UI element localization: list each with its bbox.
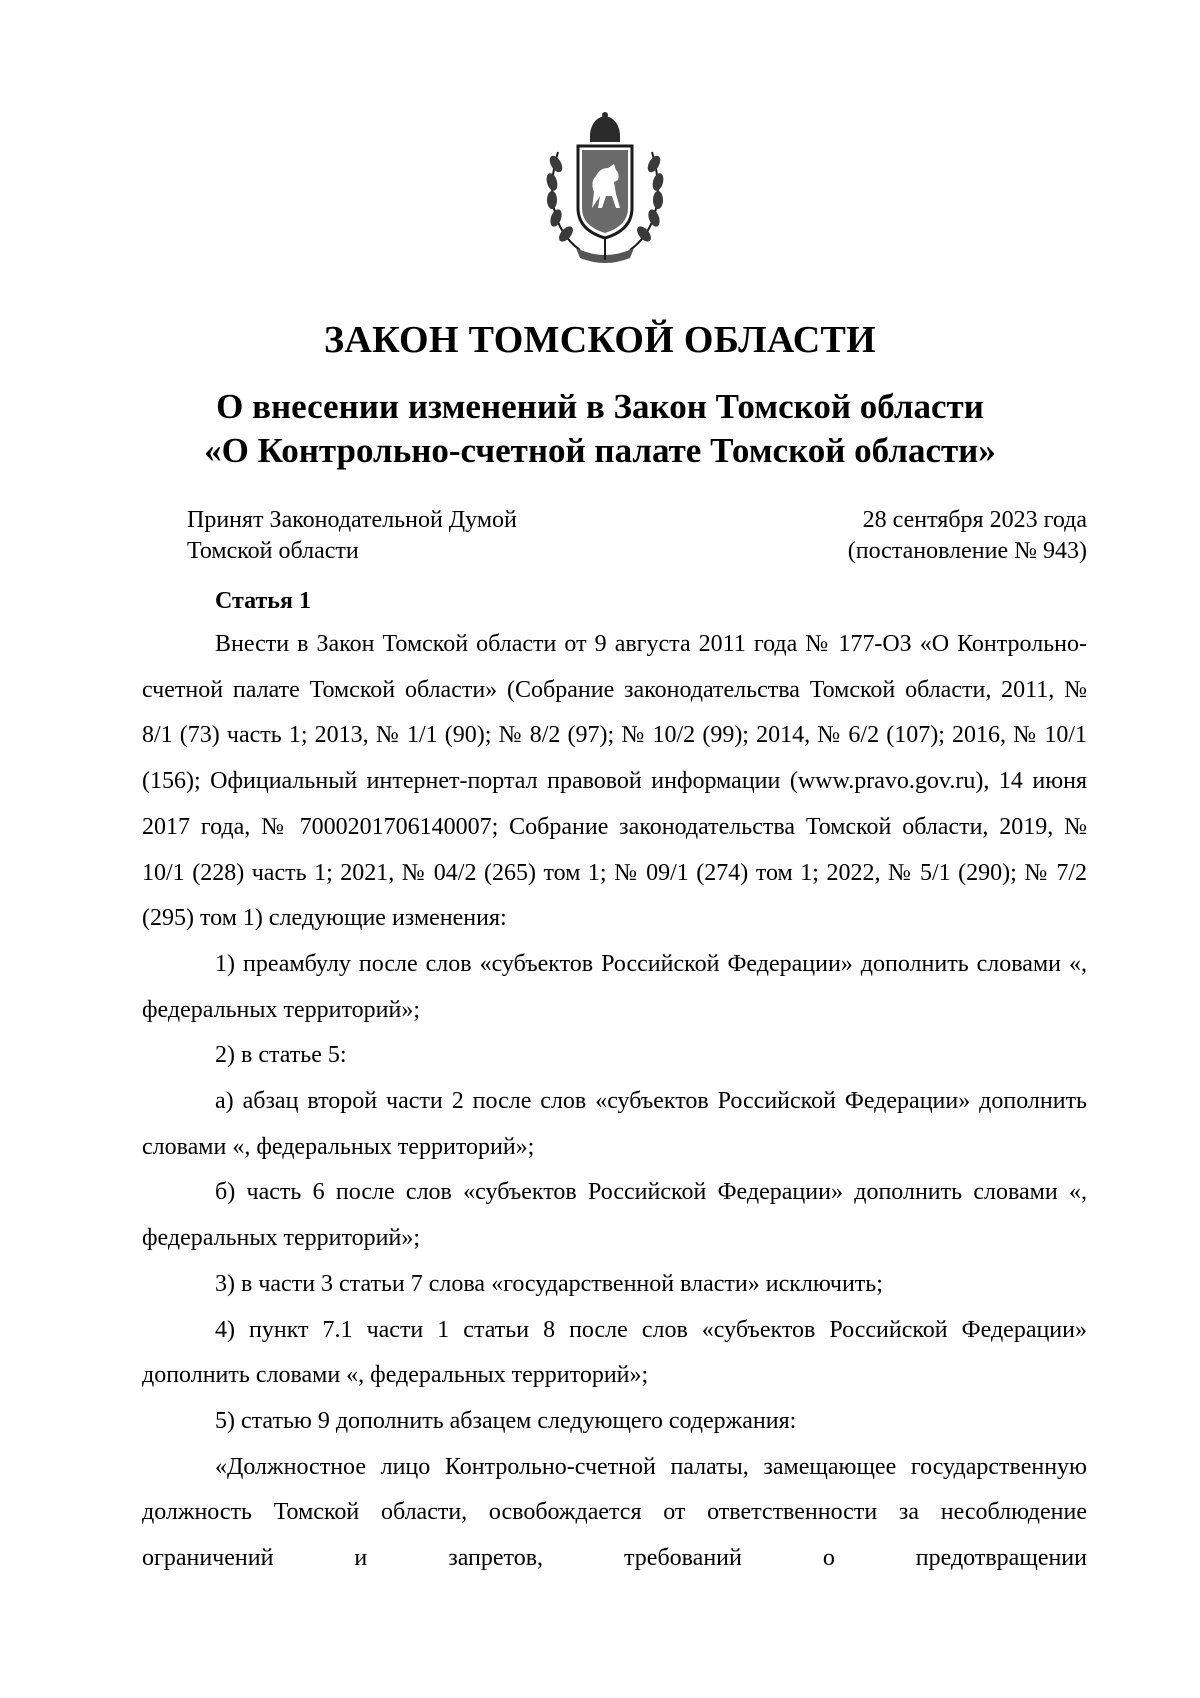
adopted-by-block (187, 505, 517, 567)
article-heading: Статья 1 (215, 588, 311, 614)
document-body (142, 622, 1087, 1582)
subtitle-line-2: «О Контрольно-счетной палате Томской области» (204, 431, 996, 470)
paragraph-item-4: 4) пункт 7.1 части 1 статьи 8 после слов «субъектов Российской Федерации» дополнить словами «, федеральных территорий»; (142, 1316, 1087, 1389)
paragraph-item-2: 2) в статье 5: (215, 1042, 347, 1069)
paragraph-item-3: 3) в части 3 статьи 7 слова «государственной власти» исключить; (215, 1270, 883, 1297)
tomsk-coat-of-arms-icon (540, 112, 670, 267)
paragraph-item-2b: б) часть 6 после слов «субъектов Российской Федерации» дополнить словами «, федеральных территорий»; (142, 1179, 1087, 1252)
paragraph-item-2a: а) абзац второй части 2 после слов «субъектов Российской Федерации» дополнить словами «, федеральных территорий»; (142, 1088, 1087, 1160)
adopted-by-line-1: Принят Законодательной Думой (187, 507, 517, 533)
paragraph-item-1: 1) преамбулу после слов «субъектов Российской Федерации» дополнить словами «, федеральных территорий»; (142, 950, 1087, 1023)
paragraph-intro: Внести в Закон Томской области от 9 августа 2011 года № 177-ОЗ «О Контрольно-счетной палате Томской области» (Собрание законодательства Томской области, 2011, № 8/1 (73) часть 1; 2013, № 1/1 (90); № 8/2 (97); № 10/2 (99); 2014, № 6/2 (107); 2016, № 10/1 (156); Официальный интернет-портал правовой информации (www.pravo.gov.ru), 14 июня 2017 года, № 7000201706140007; Собрание законодательства Томской области, 2019, № 10/1 (228) часть 1; 2021, № 04/2 (265) том 1; № 09/1 (274) том 1; 2022, № 5/1 (290); № 7/2 (295) том 1) следующие изменения: (142, 631, 1087, 932)
document-subtitle (0, 385, 1200, 473)
adopted-by-line-2: Томской области (187, 538, 359, 564)
paragraph-quote: «Должностное лицо Контрольно-счетной палаты, замещающее государственную должность Томской области, освобождается от ответственности за несоблюдение ограничений и запретов, требований о предотвращении (142, 1453, 1087, 1572)
subtitle-line-1: О внесении изменений в Закон Томской области (216, 387, 984, 426)
document-title: ЗАКОН ТОМСКОЙ ОБЛАСТИ (324, 319, 876, 361)
adoption-date-block (848, 505, 1087, 567)
paragraph-item-5: 5) статью 9 дополнить абзацем следующего содержания: (215, 1407, 797, 1434)
resolution-number: (постановление № 943) (847, 538, 1087, 564)
adoption-date: 28 сентября 2023 года (862, 507, 1087, 533)
